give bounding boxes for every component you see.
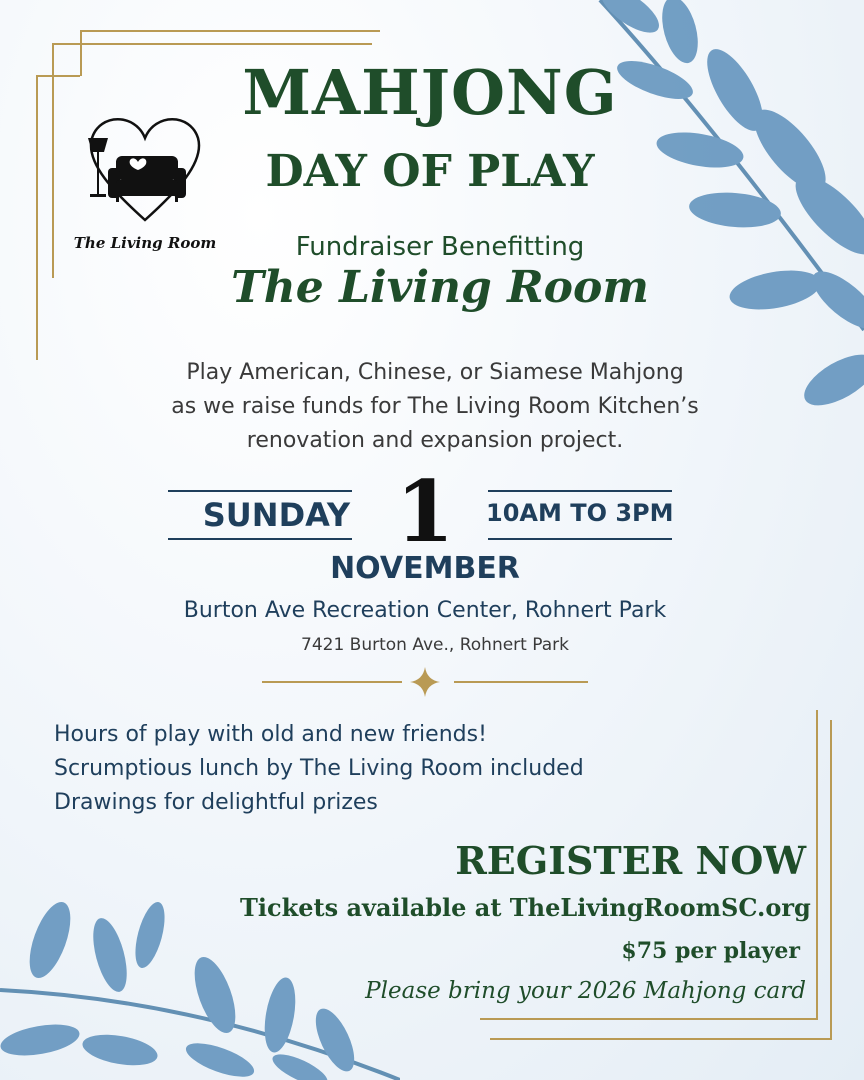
event-description — [120, 356, 750, 458]
star-icon — [410, 667, 440, 697]
highlights-list — [54, 718, 694, 820]
event-weekday: SUNDAY — [202, 496, 350, 534]
page-subtitle: DAY OF PLAY — [265, 146, 595, 197]
frame-line — [480, 1018, 790, 1020]
frame-line — [830, 720, 832, 1040]
date-rule — [488, 490, 672, 492]
fundraiser-label: Fundraiser Benefitting — [295, 232, 585, 262]
card-note: Please bring your 2026 Mahjong card — [365, 978, 806, 1004]
description-line: Play American, Chinese, or Siamese Mahjong — [186, 360, 684, 385]
divider-line — [454, 681, 588, 683]
frame-line — [490, 1038, 832, 1040]
frame-line — [36, 75, 80, 77]
event-month: NOVEMBER — [330, 551, 520, 586]
frame-line — [52, 43, 54, 278]
event-day: 1 — [395, 462, 455, 561]
date-rule — [168, 538, 352, 540]
tickets-info: Tickets available at TheLivingRoomSC.org — [240, 893, 811, 922]
beneficiary-name: The Living Room — [231, 262, 649, 313]
list-item: Drawings for delightful prizes — [54, 790, 378, 815]
description-line: as we raise funds for The Living Room Kitchen’s — [171, 394, 699, 419]
frame-line — [788, 1018, 818, 1020]
page-title: MAHJONG — [242, 56, 618, 129]
description-line: renovation and expansion project. — [246, 428, 624, 453]
frame-line — [36, 75, 38, 360]
divider-line — [262, 681, 402, 683]
frame-line — [52, 43, 372, 45]
event-venue: Burton Ave Recreation Center, Rohnert Park — [183, 598, 667, 623]
ticket-price: $75 per player — [621, 938, 800, 964]
logo-label: The Living Room — [73, 234, 217, 252]
event-address: 7421 Burton Ave., Rohnert Park — [301, 635, 569, 655]
frame-line — [80, 30, 82, 76]
event-time: 10AM TO 3PM — [486, 499, 674, 527]
register-heading: REGISTER NOW — [455, 838, 806, 883]
frame-line — [80, 30, 380, 32]
list-item: Scrumptious lunch by The Living Room included — [54, 756, 584, 781]
date-rule — [168, 490, 352, 492]
date-rule — [488, 538, 672, 540]
frame-line — [816, 710, 818, 1020]
couch-lamp-heart-icon — [80, 108, 210, 230]
list-item: Hours of play with old and new friends! — [54, 722, 487, 747]
